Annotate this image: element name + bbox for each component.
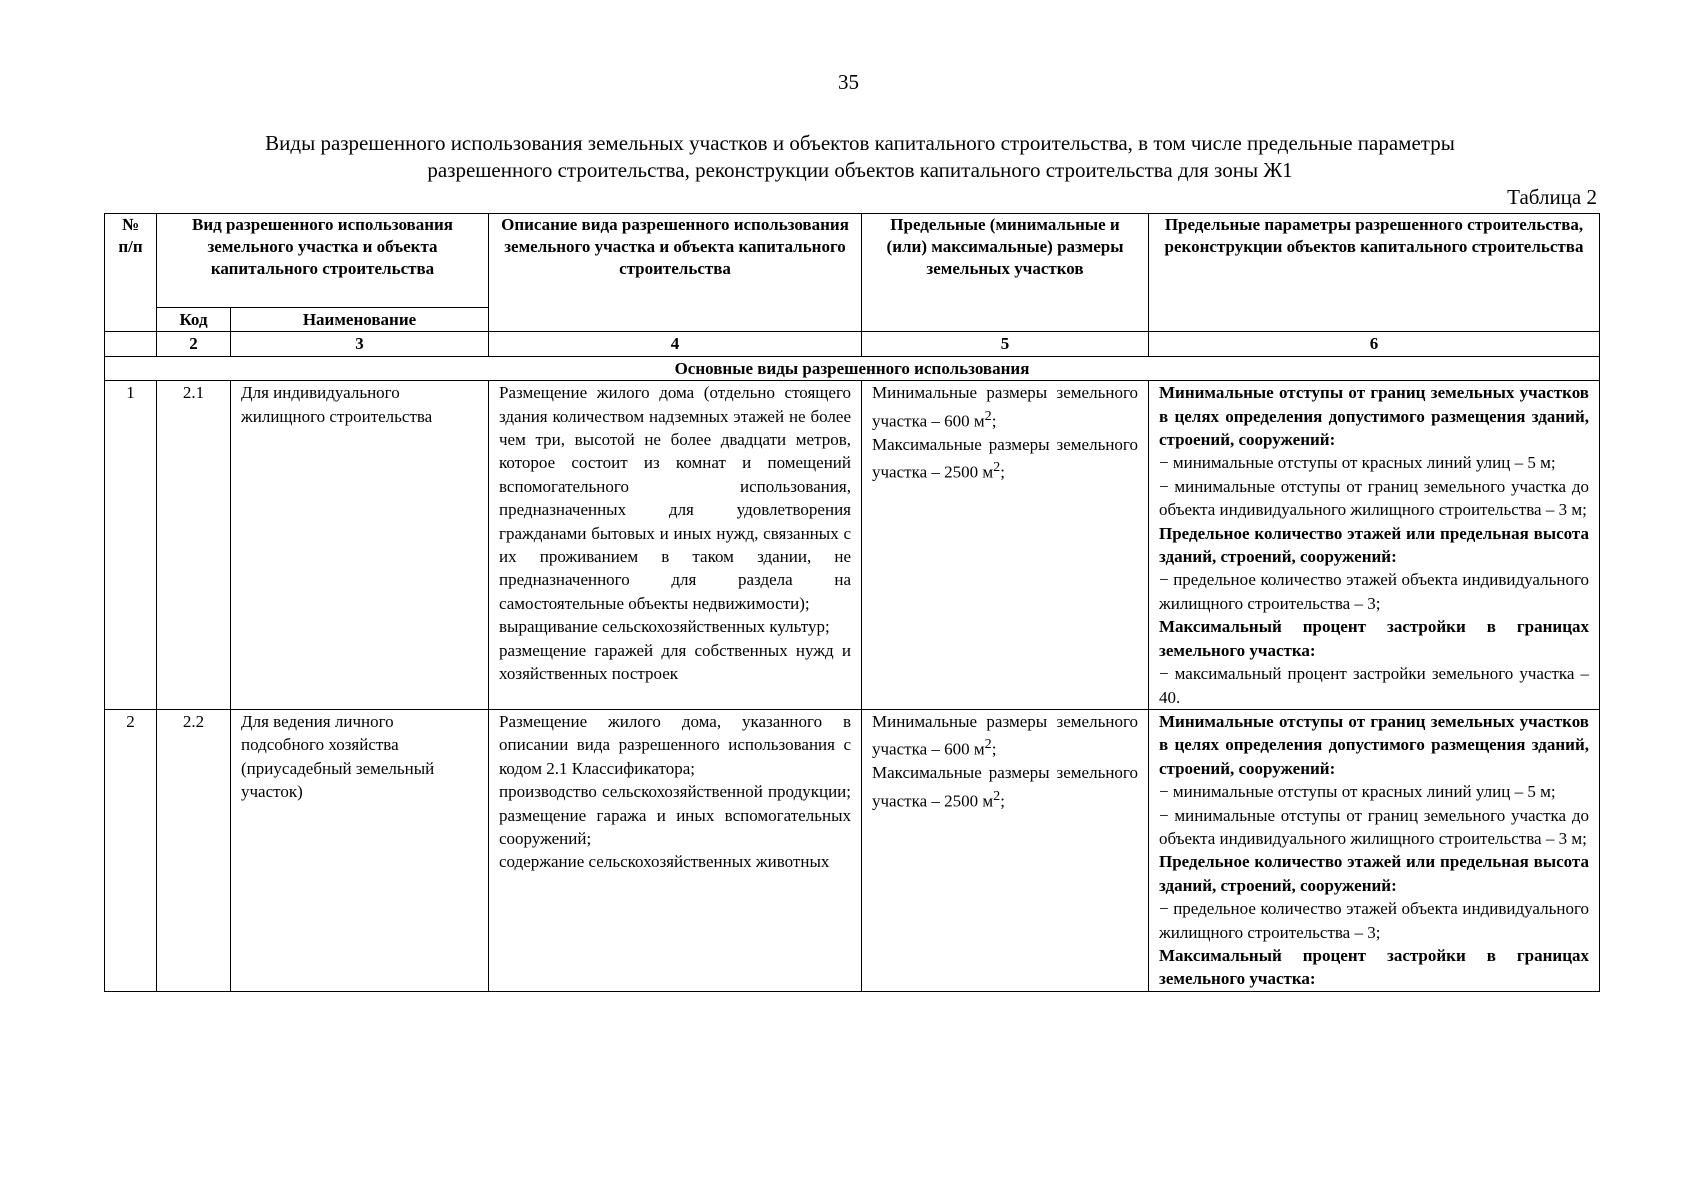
- table-label: Таблица 2: [1507, 185, 1597, 209]
- params-item: − минимальные отступы от границ земельного участка до объекта индивидуального жилищного строительства – 3 м;: [1159, 805, 1589, 848]
- header-params: Предельные параметры разрешенного строительства, реконструкции объектов капитального строительства: [1149, 214, 1600, 332]
- description-paragraph: содержание сельскохозяйственных животных: [499, 852, 830, 872]
- params-item: − предельное количество этажей объекта индивидуального жилищного строительства – 3;: [1159, 570, 1589, 613]
- zoning-table: [104, 213, 1600, 992]
- description-paragraph: размещение гаражей для собственных нужд и хозяйственных построек: [499, 640, 851, 684]
- column-number-6: 6: [1149, 332, 1600, 356]
- header-num: № п/п: [105, 214, 157, 332]
- params-heading: Предельное количество этажей или предельная высота зданий, строений, сооружений:: [1159, 523, 1589, 567]
- size-entry: Минимальные размеры земельного участка – 600 $м^2$;: [872, 711, 1138, 759]
- header-description: Описание вида разрешенного использования земельного участка и объекта капитального строительства: [489, 214, 862, 332]
- row-name: Для индивидуального жилищного строительства: [231, 381, 489, 710]
- params-heading: Максимальный процент застройки в границах земельного участка:: [1159, 945, 1589, 989]
- row-sizes: [862, 381, 1149, 710]
- section-title: Основные виды разрешенного использования: [105, 356, 1600, 380]
- row-name: Для ведения личного подсобного хозяйства (приусадебный земельный участок): [231, 709, 489, 991]
- row-description: [489, 709, 862, 991]
- column-number-2: 2: [157, 332, 231, 356]
- row-number: 2: [105, 709, 157, 991]
- description-paragraph: Размещение жилого дома, указанного в описании вида разрешенного использования с кодом 2.1 Классификатора;: [499, 711, 851, 778]
- params-item: − максимальный процент застройки земельного участка – 40.: [1159, 664, 1589, 707]
- params-item: − минимальные отступы от красных линий улиц – 5 м;: [1159, 782, 1556, 802]
- header-name: Наименование: [231, 308, 489, 332]
- params-heading: Максимальный процент застройки в границах земельного участка:: [1159, 617, 1589, 660]
- row-sizes: [862, 709, 1149, 991]
- column-number-3: 3: [231, 332, 489, 356]
- table-row: [105, 381, 1600, 710]
- params-heading: Минимальные отступы от границ земельных участков в целях определения допустимого размещения зданий, строений, сооружений:: [1159, 711, 1589, 778]
- row-number: 1: [105, 381, 157, 710]
- params-item: − предельное количество этажей объекта индивидуального жилищного строительства – 3;: [1159, 899, 1589, 942]
- header-sizes: Предельные (минимальные и (или) максимальные) размеры земельных участков: [862, 214, 1149, 332]
- header-code: Код: [157, 308, 231, 332]
- column-number-5: 5: [862, 332, 1149, 356]
- table-row: [105, 709, 1600, 991]
- page-number: 35: [838, 70, 859, 94]
- description-paragraph: производство сельскохозяйственной продукции; размещение гаража и иных вспомогательных сооружений;: [499, 782, 851, 848]
- header-vid: Вид разрешенного использования земельного участка и объекта капитального строительства: [157, 214, 489, 308]
- column-number-1: [105, 332, 157, 356]
- size-entry: Максимальные размеры земельного участка – 2500 $м^2$;: [872, 434, 1138, 482]
- size-entry: Максимальные размеры земельного участка – 2500 $м^2$;: [872, 763, 1138, 811]
- row-code: 2.1: [157, 381, 231, 710]
- row-params: [1149, 381, 1600, 710]
- description-paragraph: выращивание сельскохозяйственных культур;: [499, 617, 830, 637]
- document-title-line-2: разрешенного строительства, реконструкции объектов капитального строительства для зоны Ж1: [427, 158, 1293, 182]
- params-heading: Предельное количество этажей или предельная высота зданий, строений, сооружений:: [1159, 852, 1589, 895]
- size-entry: Минимальные размеры земельного участка – 600 $м^2$;: [872, 383, 1138, 431]
- document-title-line-1: Виды разрешенного использования земельных участков и объектов капитального строительства, в том числе предельные параметры: [265, 131, 1455, 155]
- params-heading: Минимальные отступы от границ земельных участков в целях определения допустимого размещения зданий, строений, сооружений:: [1159, 383, 1589, 450]
- document-title: [140, 130, 1580, 184]
- description-paragraph: Размещение жилого дома (отдельно стоящего здания количеством надземных этажей не более чем три, высотой не более двадцати метров, которое состоит из комнат и помещений вспомогательного использования, предназначенных для удовлетворения гражданами бытовых и иных нужд, связанных с их проживанием в таком здании, не предназначенного для раздела на самостоятельные объекты недвижимости);: [499, 383, 851, 613]
- column-number-4: 4: [489, 332, 862, 356]
- params-item: − минимальные отступы от границ земельного участка до объекта индивидуального жилищного строительства – 3 м;: [1159, 476, 1589, 520]
- row-code: 2.2: [157, 709, 231, 991]
- row-params: [1149, 709, 1600, 991]
- row-description: [489, 381, 862, 710]
- params-item: − минимальные отступы от красных линий улиц – 5 м;: [1159, 453, 1556, 473]
